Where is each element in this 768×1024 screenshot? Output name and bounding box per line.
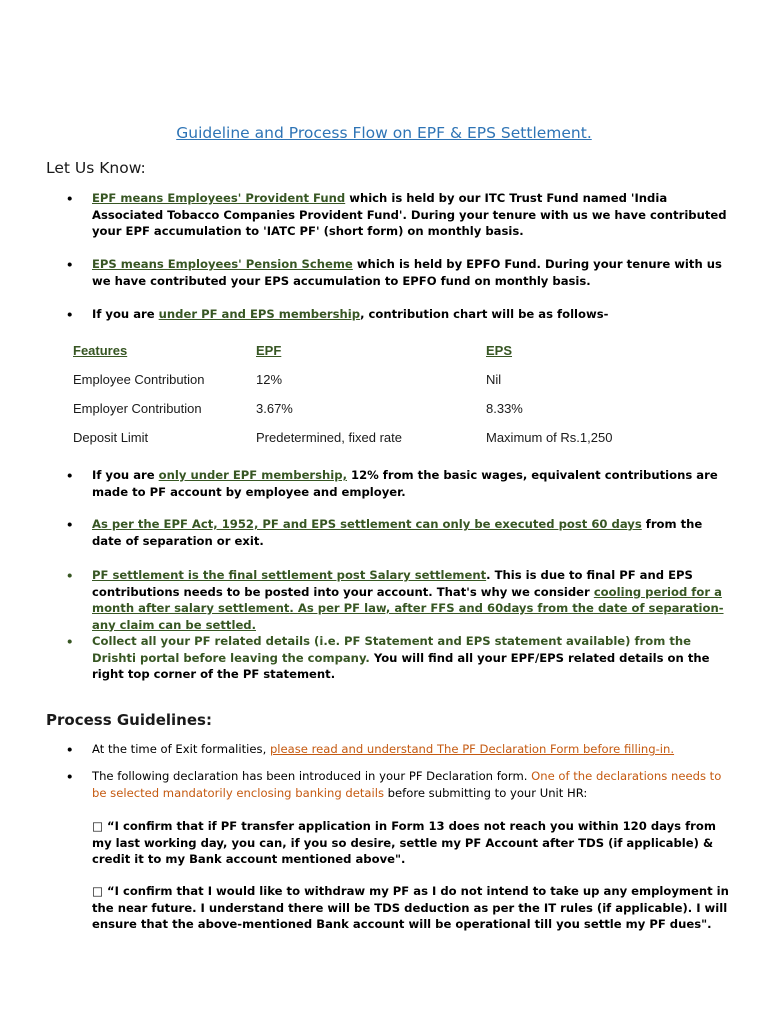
list-item — [92, 190, 732, 240]
table-header-row — [68, 336, 661, 365]
drishti-portal-note: Collect all your PF related details (i.e. PF Statement and EPS statement available) from the Drishti portal before leaving the company. — [92, 634, 692, 665]
epf-only-link: only under EPF membership, — [158, 468, 347, 482]
list-item-pre: The following declaration has been introduced in your PF Declaration form. — [92, 769, 532, 783]
bullet-dot: • — [66, 469, 74, 483]
bullet-dot: • — [66, 743, 74, 757]
list-item-pre: At the time of Exit formalities, — [92, 742, 270, 756]
bullet-dot: • — [66, 770, 74, 784]
list-item-pre: If you are — [92, 468, 159, 482]
bullet-dot: • — [66, 569, 74, 583]
list-item-text: , contribution chart will be as follows- — [360, 307, 609, 321]
bullet-dot: • — [66, 192, 74, 206]
table-cell: 3.67% — [256, 401, 293, 416]
contribution-table — [68, 336, 661, 452]
table-header-cell: EPF — [256, 343, 282, 358]
list-item-text: which is held by EPFO Fund. During your tenure with us we have contributed your EPS accumulation to EPFO fund on monthly basis. — [92, 257, 722, 288]
table-cell: 8.33% — [486, 401, 523, 416]
table-cell: Employer Contribution — [73, 401, 202, 416]
declaration-option-1 — [92, 818, 732, 868]
list-item-text: before submitting to your Unit HR: — [384, 785, 588, 800]
bullet-dot: • — [66, 635, 74, 649]
eps-definition-link: EPS means Employees' Pension Scheme — [92, 257, 353, 271]
declaration-text: “I confirm that if PF transfer application in Form 13 does not reach you within 120 days from my last working day, you can, if you so desire, settle my PF Account after TDS (if applicable) & credit it to my Bank account mentioned above". — [92, 819, 716, 866]
list-item — [92, 306, 732, 323]
list-item — [92, 768, 732, 801]
list-item — [92, 516, 732, 549]
table-cell: Maximum of Rs.1,250 — [486, 430, 613, 445]
table-row — [68, 423, 661, 452]
table-row — [68, 394, 661, 423]
checkbox-icon: □ — [92, 819, 103, 833]
let-us-know-heading: Let Us Know: — [46, 159, 146, 177]
membership-link: under PF and EPS membership — [158, 307, 361, 321]
list-item-text: You will find all your EPF/EPS related details on the right top corner of the PF statement. — [92, 650, 710, 681]
table-cell: Employee Contribution — [73, 372, 205, 387]
table-header-cell: Features — [73, 343, 128, 358]
table-cell: Deposit Limit — [73, 430, 149, 445]
declaration-option-2 — [92, 883, 732, 933]
cooling-period-link: cooling period for a month after salary settlement. As per PF law, after FFS and 60days from the date of separation-any claim can be settled. — [92, 584, 724, 632]
bullet-dot: • — [66, 308, 74, 322]
list-item — [92, 256, 732, 289]
list-item — [92, 467, 732, 500]
list-item-text: which is held by our ITC Trust Fund named 'India Associated Tobacco Companies Provident Fund'. During your tenure with us we have contributed your EPF accumulation to 'IATC PF' (short form) on monthly basis. — [92, 191, 727, 238]
declaration-text: “I confirm that I would like to withdraw my PF as I do not intend to take up any employment in the near future. I understand there will be TDS deduction as per the IT rules (if applicable). I will ensure that the above-mentioned Bank account will be operational till you settle my PF dues". — [92, 884, 729, 931]
list-item-text: from the date of separation or exit. — [92, 517, 703, 548]
bullet-dot: • — [66, 258, 74, 272]
table-header-cell: EPS — [486, 343, 513, 358]
mandatory-declaration-note: One of the declarations needs to be selected mandatorily enclosing banking details — [92, 769, 722, 800]
table-cell: Nil — [486, 372, 502, 387]
list-item — [92, 567, 732, 633]
table-cell: Predetermined, fixed rate — [256, 430, 402, 445]
page-title: Guideline and Process Flow on EPF & EPS Settlement. — [176, 124, 592, 142]
list-item-text: 12% from the basic wages, equivalent contributions are made to PF account by employee and employer. — [92, 468, 718, 499]
list-item — [92, 633, 732, 683]
list-item — [92, 741, 732, 758]
pf-settlement-link: PF settlement is the final settlement post Salary settlement — [92, 568, 487, 582]
table-cell: 12% — [256, 372, 283, 387]
pf-declaration-form-link: please read and understand The PF Declaration Form before filling-in. — [269, 742, 675, 756]
list-item-text: . This is due to final PF and EPS contributions needs to be posted into your account. That's why we consider — [92, 568, 693, 599]
epf-act-link: As per the EPF Act, 1952, PF and EPS settlement can only be executed post 60 days — [92, 517, 642, 531]
epf-definition-link: EPF means Employees' Provident Fund — [92, 191, 346, 205]
checkbox-icon: □ — [92, 884, 103, 898]
process-guidelines-heading: Process Guidelines: — [46, 711, 212, 729]
bullet-dot: • — [66, 518, 74, 532]
table-row — [68, 365, 661, 394]
list-item-pre: If you are — [92, 307, 159, 321]
